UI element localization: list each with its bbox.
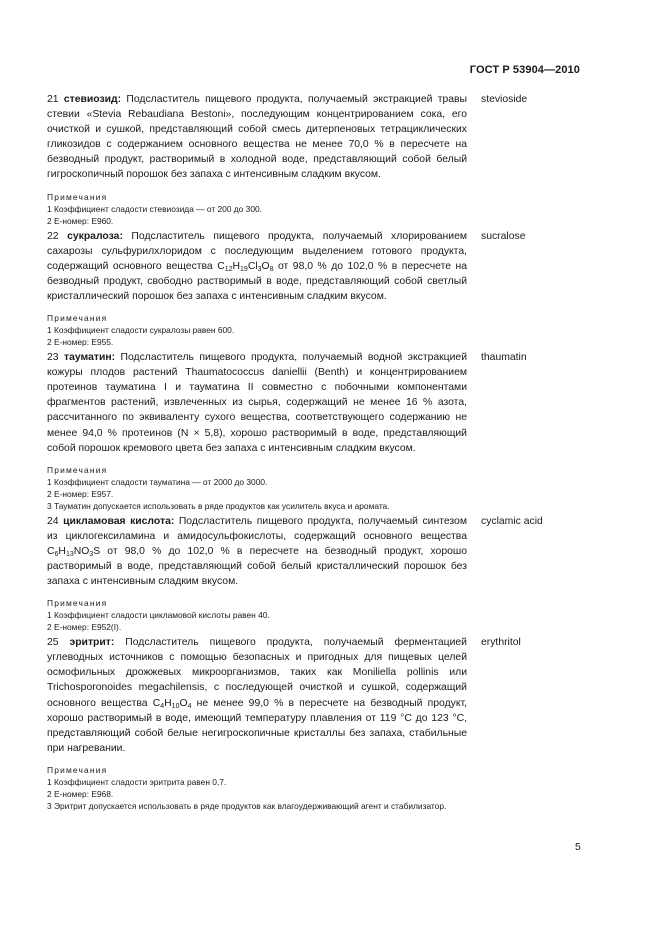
notes-title: Примечания <box>47 313 108 324</box>
term-name: эритрит: <box>69 637 115 649</box>
term-number: 23 <box>47 352 59 364</box>
term-text: не менее 99,0 % в пересчете на безводный продукт, хорошо растворимый в воде, имеющий температуру плавления от 119 °С до 123 °С, представляющий собой белые негигроскопичные кристаллы без запаха, стабильные при нагревании. <box>47 697 468 754</box>
notes-block <box>47 764 467 812</box>
chemical-formula: $C_6H_{13}NO_3S$ <box>47 545 101 558</box>
term-text: Подсластитель пищевого продукта, получаемый ферментацией углеводных источников с помощью безопасных и пригодных для пищевых целей осмофильных дрожжевых микроорганизмов, таких как Moniliella pollinis или Trichosporonoides megachilensis, с последующей очисткой и сушкой, содержащий основного вещества <box>47 637 467 709</box>
note-line: 1 Коэффициент сладости цикламовой кислоты равен 40. <box>47 610 270 621</box>
term-stevioside <box>47 92 587 183</box>
note-line: 2 Е-номер: Е952(I). <box>47 622 122 633</box>
term-text: Подсластитель пищевого продукта, получаемый хлорированием сахарозы сульфурилхлоридом с последующим выделением готового продукта, содержащий основного вещества <box>47 230 467 272</box>
chemical-formula: $C_{12}H_{19}Cl_3O_8$ <box>217 260 274 273</box>
note-line: 1 Коэффициент сладости стевиозида — от 200 до 300. <box>47 203 262 214</box>
note-line: 3 Тауматин допускается использовать в ряде продуктов как усилитель вкуса и аромата. <box>47 500 390 511</box>
terms-list <box>47 92 587 814</box>
notes-block <box>47 464 467 512</box>
term-definition <box>47 514 467 589</box>
notes-block <box>47 597 467 633</box>
term-number: 22 <box>47 230 59 242</box>
term-text: от 98,0 % до 102,0 % в пересчете на безводный продукт, свободно растворимый в воде, представляющий собой светлый кристаллический порошок без запаха с интенсивным сладким вкусом. <box>47 260 467 302</box>
notes-block <box>47 312 467 348</box>
chemical-formula: $C_4H_{10}O_4$ <box>152 697 192 710</box>
term-number: 21 <box>47 94 59 105</box>
term-number: 25 <box>47 637 59 649</box>
note-line: 2 Е-номер: Е957. <box>47 488 114 499</box>
term-definition <box>47 350 467 456</box>
notes-title: Примечания <box>47 464 108 475</box>
term-text: Подсластитель пищевого продукта, получаемый экстракцией травы стевии «Stevia Rebaudiana Bestoni», последующим концентрированием сока, его очисткой и сушкой, представляющий собой смесь дитерпеновых тетрациклических гликозидов с содержанием основного вещества не менее 70,0 % в пересчете на безводный продукт, растворимый в холодной воде, представляющий собой белый гигроскопичный порошок без запаха с интенсивным сладким вкусом. <box>47 94 468 181</box>
term-definition <box>47 635 467 756</box>
note-line: 2 Е-номер: Е968. <box>47 788 114 799</box>
term-erythritol <box>47 635 587 756</box>
note-line: 1 Коэффициент сладости тауматина — от 2000 до 3000. <box>47 476 268 487</box>
term-english: sucralose <box>481 230 526 242</box>
term-english: stevioside <box>481 94 528 105</box>
notes-block <box>47 191 467 227</box>
page-number: 5 <box>575 841 581 853</box>
term-english: thaumatin <box>481 352 527 364</box>
term-english: cyclamic acid <box>481 515 543 527</box>
notes-title: Примечания <box>47 598 108 609</box>
note-line: 3 Эритрит допускается использовать в ряде продуктов как влагоудерживающий агент и стабилизатор. <box>47 800 447 811</box>
term-definition <box>47 229 467 304</box>
note-line: 2 Е-номер: Е960. <box>47 215 114 226</box>
term-name: тауматин: <box>64 352 116 364</box>
note-line: 1 Коэффициент сладости сукралозы равен 600. <box>47 325 235 336</box>
note-line: 2 Е-номер: Е955. <box>47 337 114 348</box>
term-number: 24 <box>47 515 59 527</box>
note-line: 1 Коэффициент сладости эритрита равен 0,7. <box>47 776 227 787</box>
term-text: Подсластитель пищевого продукта, получаемый водной экстракцией кожуры плодов растений Thaumatococcus daniellii (Benth) и концентрированием протеинов тауматина I и тауматина II совместно с побочными компонентами фрагментов растений, извлеченных из сырья, содержащий не менее 16 % азота, рассчитанного по эквиваленту сухого вещества, соответствующего содержанию не менее 94,0 % протеинов (N × 5,8), хорошо растворимый в воде, представляющий собой порошок кремового цвета без запаха с интенсивным сладким вкусом. <box>47 352 468 454</box>
term-text: от 98,0 % до 102,0 % в пересчете на безводный продукт, хорошо растворимый в воде, представляющий собой белый кристаллический порошок без запаха с интенсивным сладким вкусом. <box>47 545 467 588</box>
term-name: сукралоза: <box>67 230 123 242</box>
term-name: стевиозид: <box>63 94 122 105</box>
notes-title: Примечания <box>47 764 108 775</box>
term-text: Подсластитель пищевого продукта, получаемый синтезом из циклогексиламина и амидосульфокислоты, содержащий основного вещества <box>47 515 467 542</box>
term-definition <box>47 92 467 183</box>
standard-designation: ГОСТ Р 53904—2010 <box>469 64 580 76</box>
term-thaumatin <box>47 350 587 456</box>
term-cyclamic-acid <box>47 514 587 589</box>
notes-title: Примечания <box>47 191 108 202</box>
term-english: erythritol <box>481 637 521 649</box>
term-sucralose <box>47 229 587 304</box>
term-name: цикламовая кислота: <box>63 515 175 527</box>
